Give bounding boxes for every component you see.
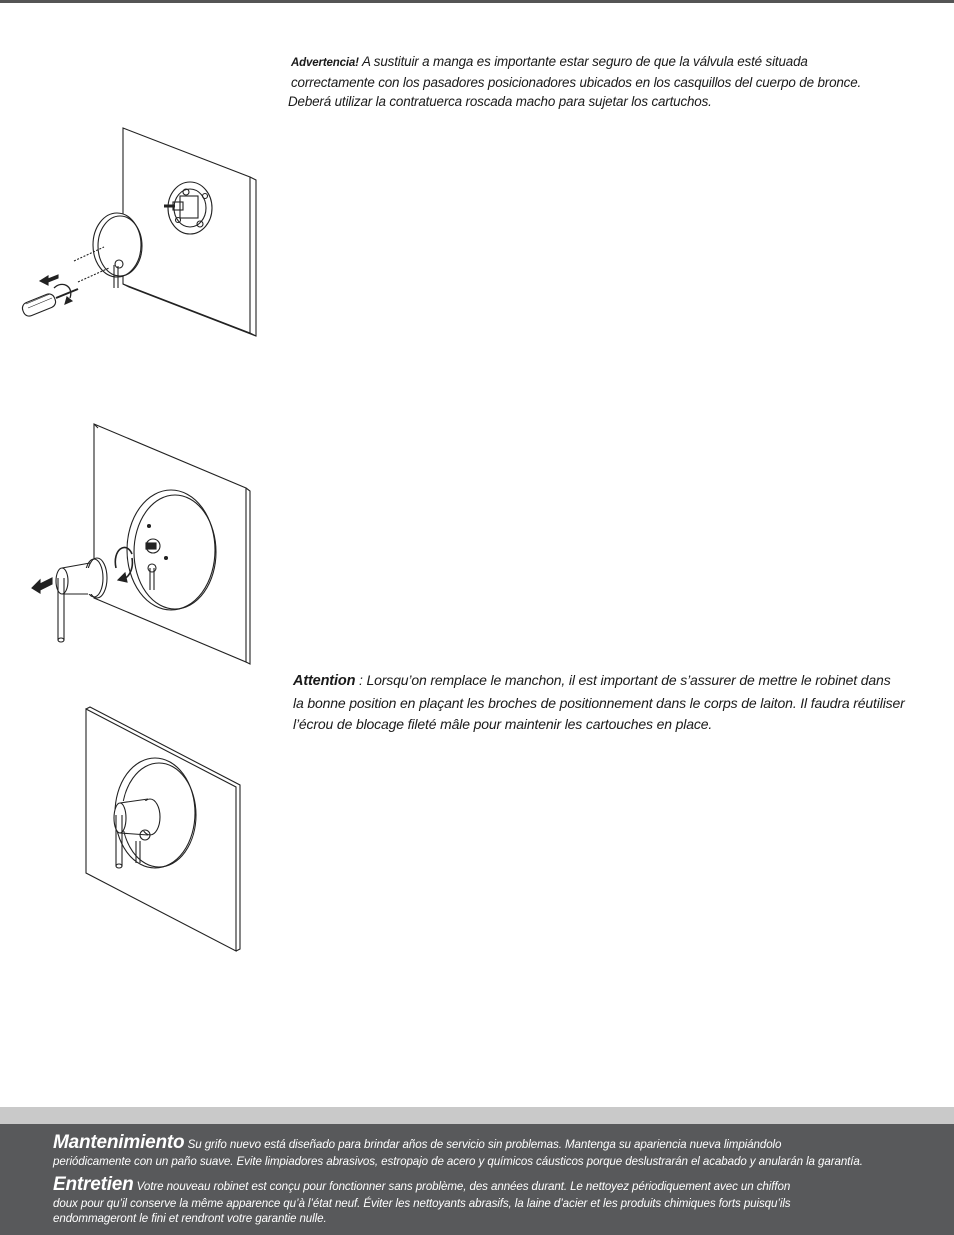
warning-fr-line-2: la bonne position en plaçant les broches de positionnement dans le corps de laiton. Il faudra réutiliser	[293, 694, 905, 711]
warning-fr	[293, 670, 943, 736]
footer-light-band	[0, 1107, 954, 1124]
warning-es-label: Advertencia!	[291, 57, 359, 69]
illustration-step-3-assembled	[82, 703, 252, 955]
maintenance-footer	[0, 1124, 954, 1235]
maintenance-fr-line-3: endommageront le fini et rendront votre garantie nulle.	[53, 1212, 327, 1225]
maintenance-fr-line-2: doux pour qu’il conserve la même apparence qu’à l’état neuf. Éviter les nettoyants abrasifs, la laine d’acier et les produits chimiques forts puisqu’ils	[53, 1197, 791, 1210]
warning-es	[288, 52, 928, 111]
maintenance-es-line-1: Su grifo nuevo está diseñado para brindar años de servicio sin problemas. Mantenga su apariencia nueva limpiándolo	[184, 1138, 782, 1151]
maintenance-es	[53, 1132, 933, 1169]
warning-fr-line-1	[293, 670, 943, 693]
maintenance-es-heading: Mantenimiento	[53, 1132, 185, 1153]
maintenance-es-line-2: periódicamente con un paño suave. Evite limpiadores abrasivos, estropajo de acero y químicos cáusticos porque deslustrarán el acabado y anularán la garantía.	[53, 1155, 863, 1168]
warning-es-line-1-text: A sustituir a manga es importante estar seguro de que la válvula esté situada	[358, 54, 808, 69]
warning-fr-label: Attention	[293, 673, 356, 689]
warning-es-line-3: Deberá utilizar la contratuerca roscada macho para sujetar los cartuchos.	[288, 94, 712, 109]
warning-fr-line-3: l’écrou de blocage fileté mâle pour maintenir les cartouches en place.	[293, 716, 713, 732]
warning-es-line-2: correctamente con los pasadores posicionadores ubicados en los casquillos del cuerpo de bronce.	[291, 75, 862, 90]
warning-fr-line-1-text: : Lorsqu’on remplace le manchon, il est important de s’assurer de mettre le robinet dans	[355, 672, 891, 688]
warning-es-line-1	[288, 52, 928, 73]
maintenance-fr	[53, 1174, 933, 1226]
top-rule	[0, 0, 954, 3]
illustration-step-1-install-escutcheon	[10, 120, 260, 340]
screwdriver-icon	[21, 289, 78, 318]
illustration-step-2-install-handle	[28, 418, 258, 668]
maintenance-fr-line-1: Votre nouveau robinet est conçu pour fonctionner sans problème, des années durant. Le nettoyez périodiquement avec un chiffon	[133, 1180, 791, 1193]
maintenance-fr-heading: Entretien	[53, 1174, 134, 1195]
